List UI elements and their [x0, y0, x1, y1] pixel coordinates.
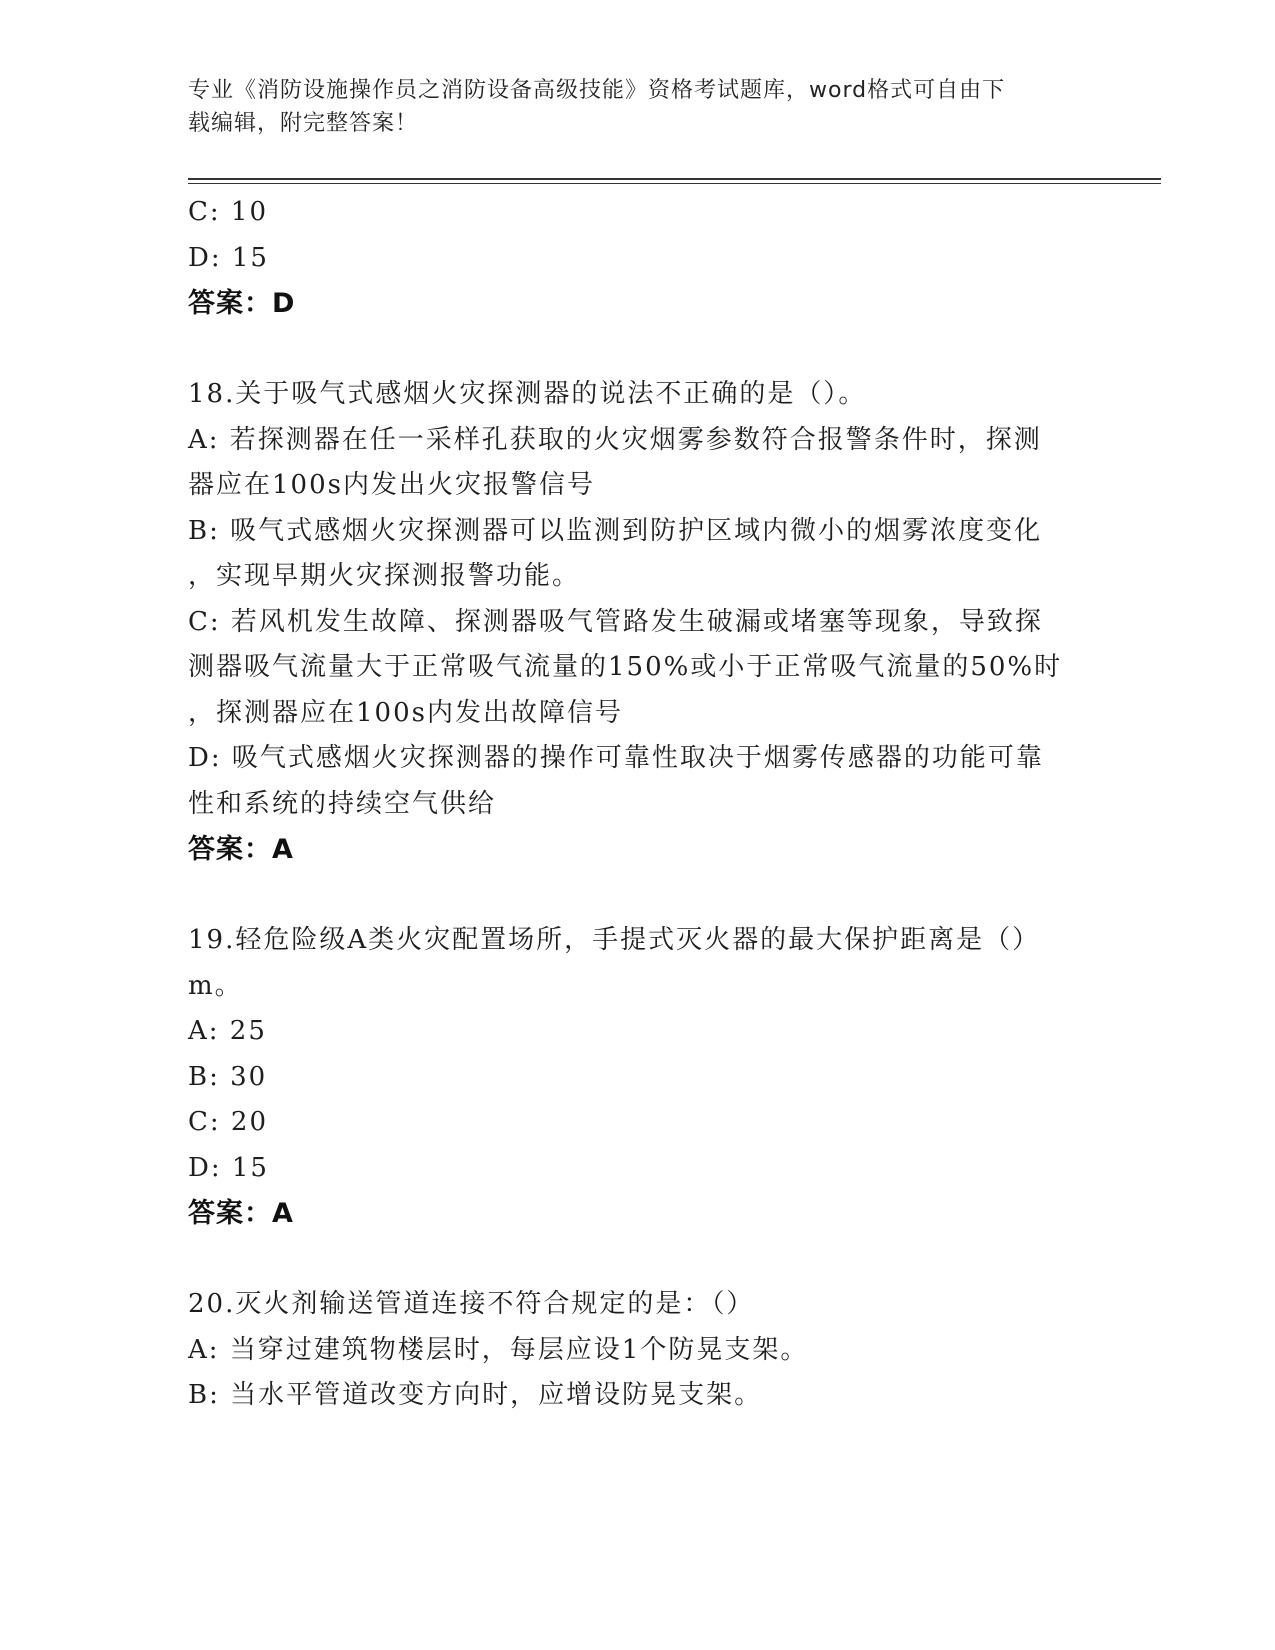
- question-stem-continued: m。: [188, 970, 243, 1001]
- question-stem: 20.灭火剂输送管道连接不符合规定的是：（）: [188, 1289, 755, 1319]
- option-d: D: 15: [188, 242, 269, 273]
- option-b: B: 30: [188, 1061, 268, 1092]
- question-stem: 18.关于吸气式感烟火灾探测器的说法不正确的是（）。: [188, 379, 867, 409]
- header-divider-thick: [188, 178, 1161, 180]
- option-c: C: 若风机发生故障、探测器吸气管路发生破漏或堵塞等现象，导致探: [188, 606, 1043, 637]
- option-a-continued: 器应在100s内发出火灾报警信号: [188, 470, 595, 500]
- document-header: [188, 74, 1088, 140]
- option-a: A: 若探测器在任一采样孔获取的火灾烟雾参数符合报警条件时，探测: [188, 424, 1042, 455]
- question-18: [188, 372, 1088, 873]
- option-d: D: 15: [188, 1152, 269, 1183]
- option-c-continued-2: ，探测器应在100s内发出故障信号: [188, 697, 623, 728]
- question-19: [188, 918, 1088, 1237]
- option-c: C: 10: [188, 197, 269, 227]
- option-a: A: 25: [188, 1016, 267, 1046]
- question-list: [188, 190, 1088, 1419]
- header-divider-thin: [188, 183, 1161, 184]
- header-line-1: 专业《消防设施操作员之消防设备高级技能》资格考试题库，word格式可自由下: [188, 78, 1006, 103]
- option-a: A: 当穿过建筑物楼层时，每层应设1个防晃支架。: [188, 1334, 809, 1365]
- previous-question-tail: [188, 190, 1088, 327]
- answer-label: 答案：D: [188, 288, 296, 319]
- option-d-continued: 性和系统的持续空气供给: [188, 788, 497, 819]
- option-c: C: 20: [188, 1107, 269, 1137]
- answer-label: 答案：A: [188, 1198, 294, 1229]
- option-b-continued: ，实现早期火灾探测报警功能。: [188, 561, 581, 591]
- header-line-2: 载编辑，附完整答案！: [188, 111, 419, 136]
- question-stem: 19.轻危险级A类火灾配置场所，手提式灭火器的最大保护距离是（）: [188, 925, 1041, 955]
- question-20: [188, 1282, 1088, 1419]
- option-b: B: 当水平管道改变方向时，应增设防晃支架。: [188, 1380, 763, 1410]
- answer-label: 答案：A: [188, 834, 294, 865]
- option-c-continued: 测器吸气流量大于正常吸气流量的150%或小于正常吸气流量的50%时: [188, 652, 1063, 682]
- option-b: B: 吸气式感烟火灾探测器可以监测到防护区域内微小的烟雾浓度变化: [188, 515, 1043, 546]
- option-d: D: 吸气式感烟火灾探测器的操作可靠性取决于烟雾传感器的功能可靠: [188, 743, 1044, 773]
